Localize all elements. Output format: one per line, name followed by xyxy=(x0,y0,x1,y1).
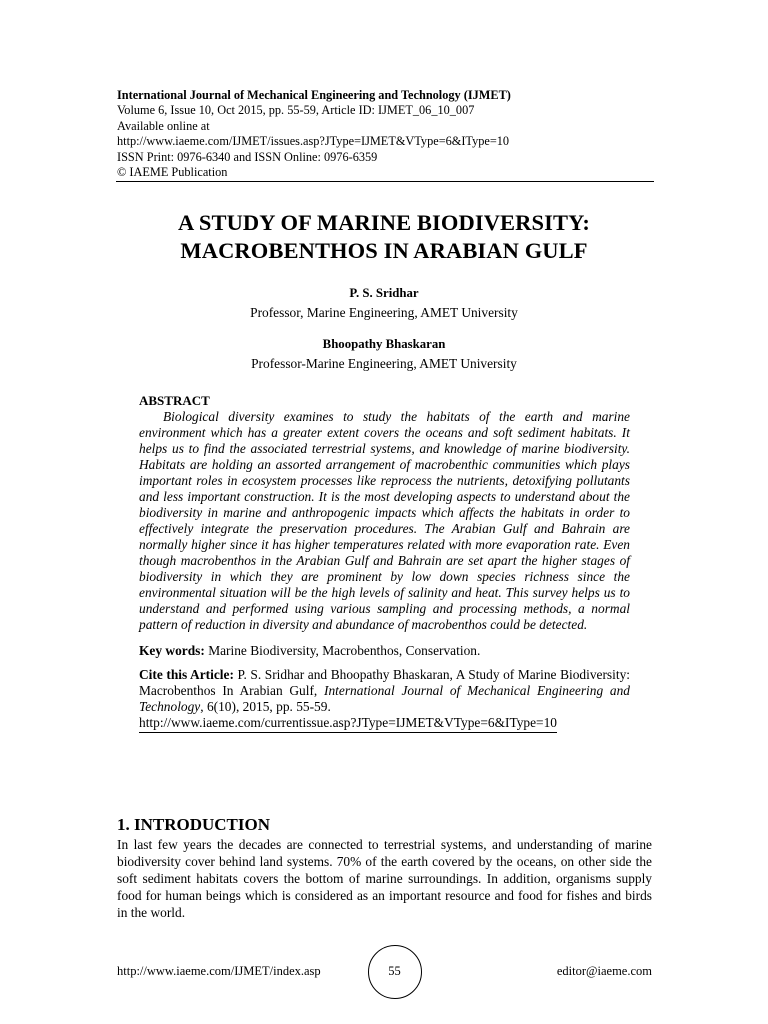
volume-info: Volume 6, Issue 10, Oct 2015, pp. 55-59, Article ID: IJMET_06_10_007 xyxy=(117,103,475,118)
paper-title-line-1: A STUDY OF MARINE BIODIVERSITY: xyxy=(178,210,590,235)
introduction-heading: 1. INTRODUCTION xyxy=(117,815,271,834)
author-affiliation: Professor-Marine Engineering, AMET University xyxy=(251,356,517,371)
introduction-text: In last few years the decades are connected to terrestrial systems, and understanding of marine biodiversity cover behind land systems. 70% of the earth covered by the oceans, on other side the soft sediment habitats covers the bottom of marine surroundings. In addition, organisms supply food for human beings which is considered as an important resource and food for fishes and birds in the world. xyxy=(117,837,652,920)
paper-title xyxy=(100,209,668,265)
journal-name: International Journal of Mechanical Engineering and Technology (IJMET) xyxy=(117,88,511,102)
author-block-2 xyxy=(100,334,668,374)
abstract-heading: ABSTRACT xyxy=(139,393,210,408)
available-online-label: Available online at xyxy=(117,118,210,133)
issn-info: ISSN Print: 0976-6340 and ISSN Online: 0976-6359 xyxy=(117,149,378,164)
page-number-circle xyxy=(368,945,422,999)
paper-title-line-2: MACROBENTHOS IN ARABIAN GULF xyxy=(180,238,588,263)
cite-url-link[interactable]: http://www.iaeme.com/currentissue.asp?JType=IJMET&VType=6&IType=10 xyxy=(139,715,557,733)
abstract-section xyxy=(139,393,630,733)
header-divider xyxy=(116,181,654,182)
keywords-text: Marine Biodiversity, Macrobenthos, Conservation. xyxy=(208,643,481,658)
page-number: 55 xyxy=(388,964,401,978)
journal-header xyxy=(117,88,655,180)
cite-details: , 6(10), 2015, pp. 55-59. xyxy=(200,699,331,714)
author-name: P. S. Sridhar xyxy=(349,286,419,300)
cite-journal: International Journal of Mechanical Engineering and Technology xyxy=(139,683,630,714)
abstract-text: Biological diversity examines to study the habitats of the earth and marine environment which has a greater extent covers the oceans and soft sediment habitats. It helps us to find the associated terrestrial systems, and knowledge of marine biodiversity. Habitats are holding an assorted arrangement of macrobenthic communities which plays important roles in ecosystem processes like reprocess the nutrients, detoxifying pollutants and less important construction. It is the most developing aspects to understand about the biodiversity in marine and anthropogenic impacts which affects the habitats in order to effectively integrate the preservation procedures. The Arabian Gulf and Bahrain are normally higher since it has higher temperatures related with more evaporation rate. Even though macrobenthos in the Arabian Gulf and Bahrain are set apart the higher stages of biodiversity in which they are prominent by low down species richness since the environmental situation will be the high levels of salinity and heat. This survey helps us to understand and performed using various sampling and processing methods, a normal pattern of reduction in diversity and abundance of macrobenthos could be detected. xyxy=(139,409,630,632)
footer-url-link[interactable]: http://www.iaeme.com/IJMET/index.asp xyxy=(117,964,321,978)
footer-email-link[interactable]: editor@iaeme.com xyxy=(556,964,652,978)
author-affiliation: Professor, Marine Engineering, AMET University xyxy=(250,305,518,320)
cite-text: P. S. Sridhar and Bhoopathy Bhaskaran, A Study of Marine Biodiversity: Macrobenthos In Arabian Gulf, xyxy=(139,667,630,698)
keywords-label: Key words: xyxy=(139,643,205,658)
author-block-1 xyxy=(100,283,668,323)
keywords-line xyxy=(139,643,630,659)
issues-link[interactable]: http://www.iaeme.com/IJMET/issues.asp?JType=IJMET&VType=6&IType=10 xyxy=(117,134,510,149)
citation-block xyxy=(139,667,630,733)
publisher-info: © IAEME Publication xyxy=(117,165,228,180)
author-name: Bhoopathy Bhaskaran xyxy=(322,337,446,351)
cite-label: Cite this Article: xyxy=(139,667,234,682)
